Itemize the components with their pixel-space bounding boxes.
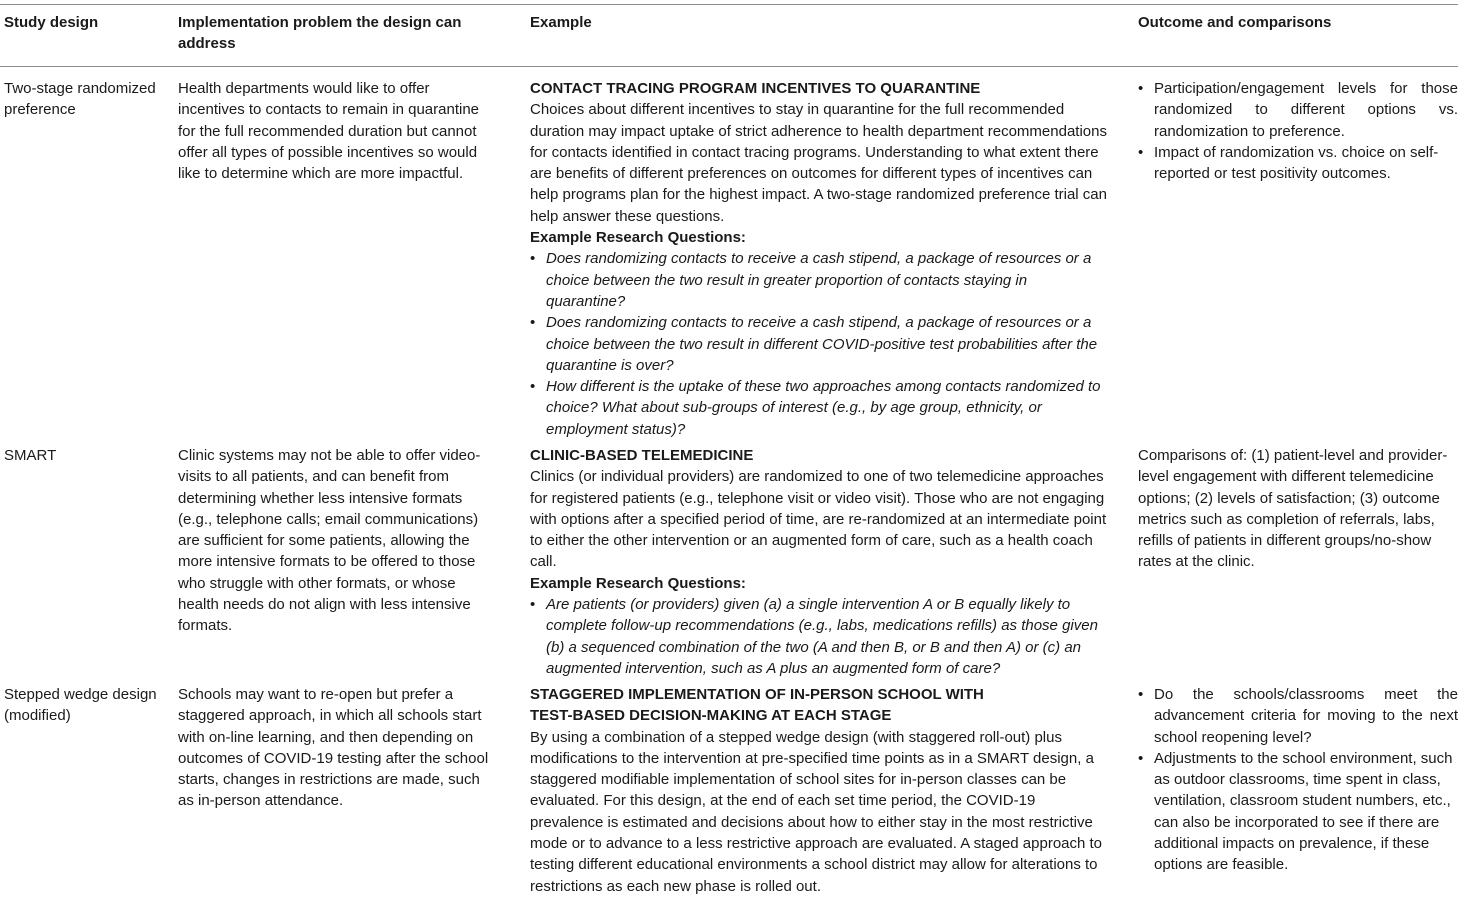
research-question: • Does randomizing contacts to receive a cash stipend, a package of resources or a choice between the two result in different COVID-positive test probabilities after the quarantine is over? [530,312,1108,376]
row1-outcome-list [1138,78,1458,184]
header-outcome: Outcome and comparisons [1138,14,1332,31]
row3-example-title: STAGGERED IMPLEMENTATION OF IN-PERSON SCHOOL WITH TEST-BASED DECISION-MAKING AT EACH STAGE [530,686,984,725]
row3-problem: Schools may want to re-open but prefer a staggered approach, in which all schools start with on-line learning, and then depending on outcomes of COVID-19 testing after the school starts, changes in restrictions are made, such as in-person attendance. [178,686,489,810]
row1-outcome [1138,78,1458,184]
row3-example-text: By using a combination of a stepped wedge design (with staggered roll-out) plus modifications to the intervention at pre-specified time points as in a SMART design, a staggered modifiable implementation of school sites for in-person classes can be evaluated. For this design, at the end of each set time period, the COVID-19 prevalence is estimated and decisions about how to either stay in the most restrictive mode or to advance to a less restrictive approach are evaluated. A staged approach to testing different educational environments a school district may allow for alterations to restrictions as each new phase is rolled out. [530,728,1103,895]
header-study-design: Study design [4,14,99,31]
row1-example-title: CONTACT TRACING PROGRAM INCENTIVES TO QUARANTINE [530,80,981,97]
row2-research-questions [530,594,1108,679]
row2-example [530,445,1108,679]
row2-example-title: CLINIC-BASED TELEMEDICINE [530,447,754,464]
row3-example [530,684,1108,897]
row2-outcome: Comparisons of: (1) patient-level and provider-level engagement with different telemedicine options; (2) levels of satisfaction; (3) outcome metrics such as completion of referrals, labs, refills of patients in different groups/no-show rates at the clinic. [1138,447,1448,571]
row1-research-questions-label: Example Research Questions: [530,229,746,247]
outcome-item: • Do the schools/classrooms meet the advancement criteria for moving to the next school reopening level? [1138,684,1458,748]
row1-research-questions [530,248,1108,440]
row3-outcome [1138,684,1458,876]
row1-example-text: Choices about different incentives to stay in quarantine for the full recommended duration may impact uptake of strict adherence to health department recommendations for contacts identified in contact tracing programs. Understanding to what extent there are benefits of different preferences on outcomes for different types of incentives can help programs plan for the highest impact. A two-stage randomized preference trial can help answer these questions. [530,101,1107,225]
outcome-item: • Adjustments to the school environment, such as outdoor classrooms, time spent in class, ventilation, classroom student numbers, etc., can also be incorporated to see if there are additional impacts on prevalence, if these options are feasible. [1138,748,1458,876]
row2-design: SMART [4,447,57,464]
research-question: • How different is the uptake of these two approaches among contacts randomized to choice? What about sub-groups of interest (e.g., by age group, ethnicity, or employment status)? [530,376,1108,440]
row3-design: Stepped wedge design (modified) [4,686,157,725]
row1-design: Two-stage randomized preference [4,80,156,119]
outcome-item: • Impact of randomization vs. choice on self-reported or test positivity outcomes. [1138,142,1458,185]
row2-research-questions-label: Example Research Questions: [530,574,746,592]
table-top-rule [0,4,1458,5]
research-question: • Does randomizing contacts to receive a cash stipend, a package of resources or a choice between the two result in greater proportion of contacts staying in quarantine? [530,248,1108,312]
row2-problem: Clinic systems may not be able to offer video-visits to all patients, and can benefit from determining whether less intensive formats (e.g., telephone calls; email communications) are sufficient for some patients, allowing the more intensive formats to be offered to those who struggle with other formats, or whose health needs do not align with less intensive formats. [178,447,481,635]
row1-example [530,78,1108,440]
header-example: Example [530,14,592,31]
header-problem: Implementation problem the design can address [178,14,462,53]
row3-outcome-list [1138,684,1458,876]
row2-example-text: Clinics (or individual providers) are randomized to one of two telemedicine approaches for registered patients (e.g., telephone visit or video visit). Those who are not engaging with options after a specified period of time, are re-randomized at an intermediate point to either the other intervention or an augmented form of care, such as a health coach call. [530,468,1107,571]
table-header-rule [0,66,1458,67]
row1-problem: Health departments would like to offer incentives to contacts to remain in quarantine for the full recommended duration but cannot offer all types of possible incentives so would like to determine which are more impactful. [178,80,480,183]
outcome-item: • Participation/engagement levels for those randomized to different options vs. randomization to preference. [1138,78,1458,142]
research-question: • Are patients (or providers) given (a) a single intervention A or B equally likely to complete follow-up recommendations (e.g., labs, medications refills) as those given (b) a sequenced combination of the two (A and then B, or B and then A) or (c) an augmented intervention, such as A plus an augmented form of care? [530,594,1108,679]
